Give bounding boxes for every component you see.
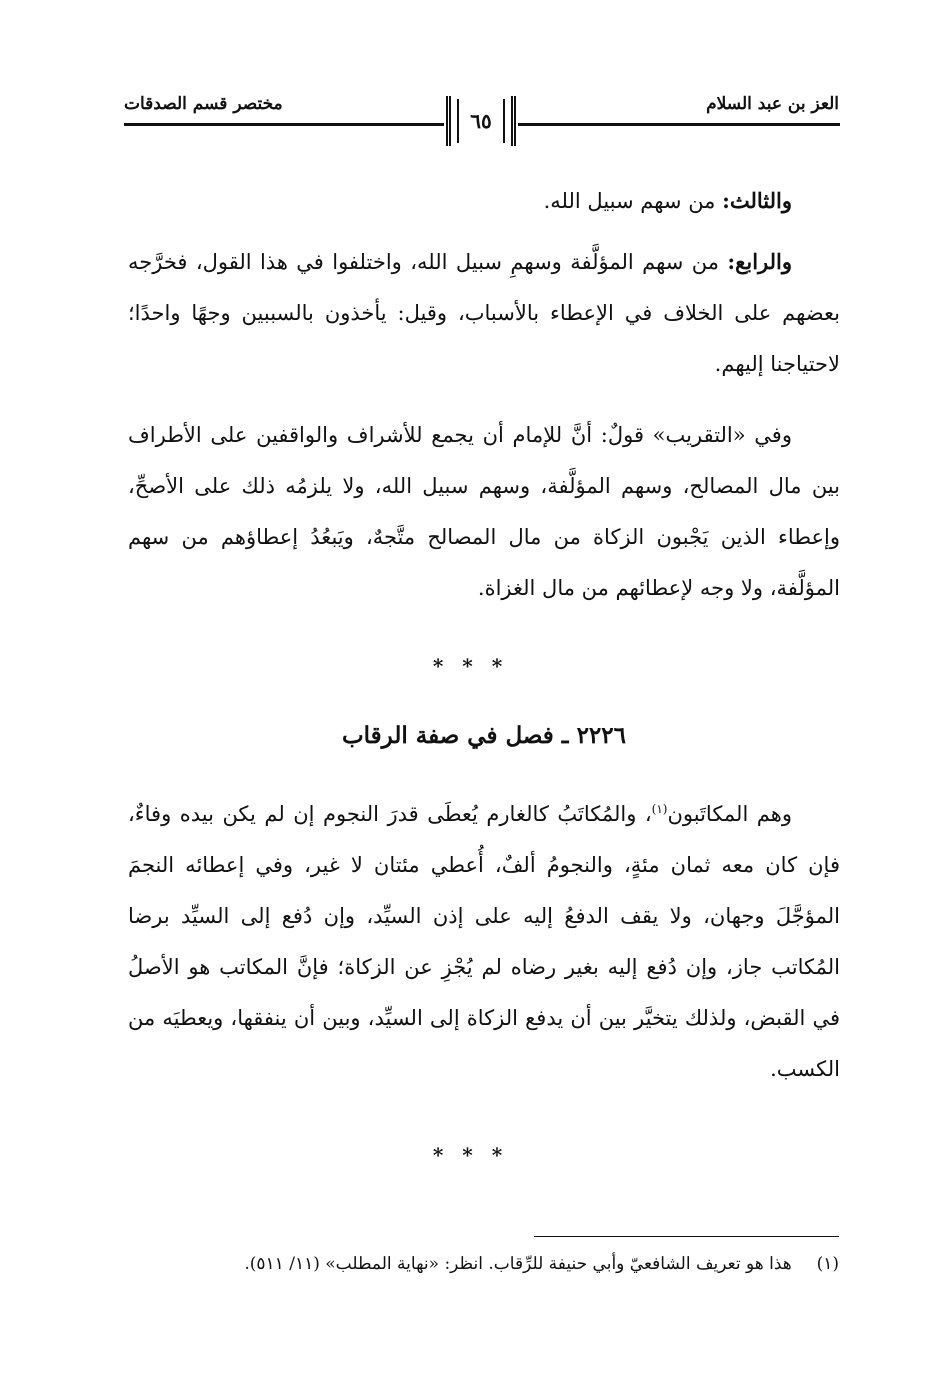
footnote-text: هذا هو تعريف الشافعيّ وأبي حنيفة للرِّقاب. انظر: «نهاية المطلب» (١١/ ٥١١). [244,1254,792,1274]
paragraph-text: ، والمُكاتَبُ كالغارم يُعطَى قدرَ النجوم إن لم يكن بيده وفاءٌ، فإن كان معه ثمان مئةٍ، والنجومُ ألفٌ، أُعطي مئتان لا غير، وفي إعطائه النجمَ المؤجَّلَ وجهان، ولا يقف الدفعُ إليه على إذن السيِّد، وإن دُفع إلى السيِّد برضا المُكاتب جاز، وإن دُفع إليه بغير رضاه لم يُجْزِ عن الزكاة؛ فإنَّ المكاتب هو الأصلُ في القبض، ولذلك يتخيَّر بين أن يدفع الزكاة إلى السيِّد، وبين أن ينفقها، ويعطيَه من الكسب. [128,802,840,1081]
header-rule-right [518,123,840,126]
section-separator: * * * [432,1143,509,1167]
paragraph-taqrib [128,410,840,614]
paragraph-label: والرابع: [727,249,792,274]
footnote-reference[interactable]: (١) [651,802,668,816]
paragraph-text: وهم المكاتَبون [667,802,792,826]
paragraph-third [128,175,840,227]
running-header-author: العز بن عبد السلام [706,94,839,114]
section-separator: * * * [432,654,509,678]
paragraph-fourth [128,236,840,390]
footnote [244,1254,839,1274]
paragraph-text: من سهم المؤلَّفة وسهمِ سبيل الله، واختلفوا في هذا القول، فخرَّجه بعضهم على الخلاف في الإعطاء بالأسباب، وقيل: يأخذون بالسببين وجهًا واحدًا؛ لاحتياجنا إليهم. [128,250,840,376]
footnote-number: (١) [816,1254,839,1274]
section-paragraph [128,784,840,1095]
paragraph-text: وفي «التقريب» قولٌ: أنَّ للإمام أن يجمع للأشراف والواقفين على الأطراف بين مال المصالح، وسهم المؤلَّفة، وسهم سبيل الله، ولا يلزمُه ذلك على الأصحِّ، وإعطاء الذين يَجْبون الزكاة من مال المصالح متَّجهٌ، ويَبعُدُ إعطاؤهم من سهم المؤلَّفة، ولا وجه لإعطائهم من مال الغزاة. [128,423,840,600]
header-rule-left [124,123,444,126]
paragraph-text: من سهم سبيل الله. [543,189,723,213]
section-heading: ٢٢٢٦ ـ فصل في صفة الرقاب [342,722,626,749]
paragraph-label: والثالث: [722,188,792,213]
page-number-frame [446,96,516,146]
page-number: ٦٥ [457,99,505,143]
running-header-title: مختصر قسم الصدقات [124,94,283,114]
footnote-rule [534,1236,839,1237]
